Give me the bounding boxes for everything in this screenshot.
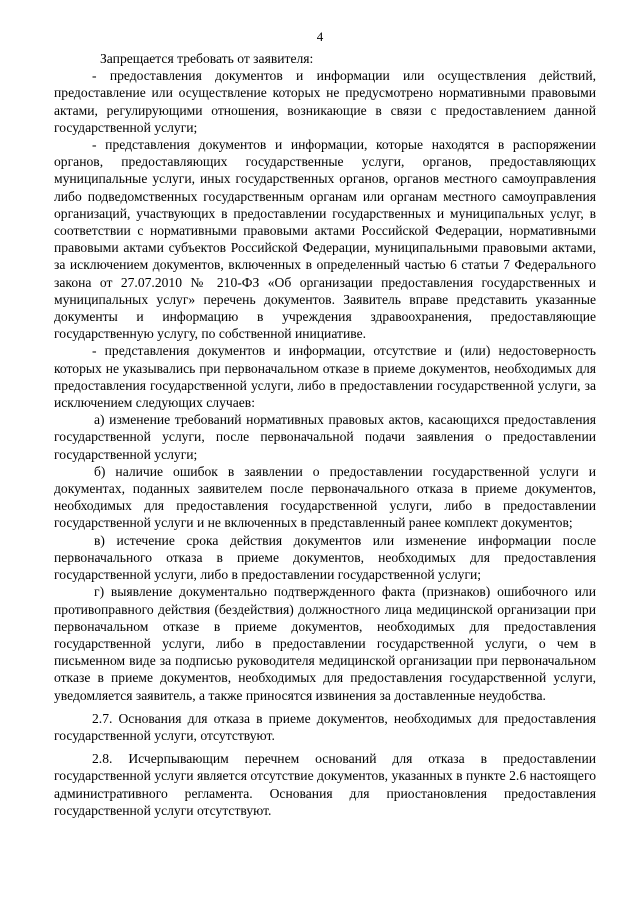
document-body: [54, 50, 596, 819]
paragraph-section-2-7: 2.7. Основания для отказа в приеме документов, необходимых для предоставления государственной услуги, отсутствуют.: [54, 710, 596, 743]
paragraph-case-b: б) наличие ошибок в заявлении о предоставлении государственной услуги и документах, поданных заявителем после первоначального отказа в приеме документов, необходимых для предоставления государственной услуги, либо в предоставлении государственной услуги и не включенных в представленный ранее комплект документов;: [54, 463, 596, 531]
paragraph-case-v: в) истечение срока действия документов или изменение информации после первоначального отказа в приеме документов, необходимых для предоставления государственной услуги, либо в предоставлении государственной услуги;: [54, 532, 596, 583]
page-number: 4: [316, 29, 324, 44]
paragraph-item-actions: - предоставления документов и информации или осуществления действий, предоставление или осуществление которых не предусмотрено нормативными правовыми актами, регулирующими отношения, возникающие в связи с предоставлением данной государственной услуги;: [54, 68, 596, 135]
paragraph-case-g: г) выявление документально подтвержденного факта (признаков) ошибочного или противоправного действия (бездействия) должностного лица медицинской организации при первоначальном отказе в приеме документов, необходимых для предоставления государственной услуги, либо в предоставлении государственной услуги, о чем в письменном виде за подписью руководителя медицинской организации при первоначальном отказе в приеме документов, необходимых для предоставления государственной услуги, уведомляется заявитель, а также приносятся извинения за доставленные неудобства.: [54, 584, 596, 703]
paragraph-prohibition-intro: Запрещается требовать от заявителя:: [100, 51, 314, 66]
paragraph-section-2-8: 2.8. Исчерпывающим перечнем оснований для отказа в предоставлении государственной услуги является отсутствие документов, указанных в пункте 2.6 настоящего административного регламента. Основания для приостановления предоставления государственной услуги отсутствуют.: [54, 751, 596, 818]
paragraph-item-unreliable: - представления документов и информации, отсутствие и (или) недостоверность которых не указывались при первоначальном отказе в приеме документов, необходимых для предоставления государственной услуги, либо в предоставлении государственной услуги, за исключением следующих случаев:: [54, 343, 596, 411]
paragraph-case-a: а) изменение требований нормативных правовых актов, касающихся предоставления государственной услуги, после первоначальной подачи заявления о предоставлении государственной услуги;: [54, 412, 596, 462]
paragraph-item-documents: - представления документов и информации, которые находятся в распоряжении органов, предоставляющих государственные услуги, органов, предоставляющих муниципальные услуги, иных государственных органов, органов местного самоуправления либо подведомственных государственным органам или органам местного самоуправления организаций, участвующих в предоставлении государственных и муниципальных услуг, в соответствии с нормативными правовыми актами Российской Федерации, нормативными правовыми актами субъектов Российской Федерации, муниципальными правовыми актами, за исключением документов, включенных в определенный частью 6 статьи 7 Федерального закона от 27.07.2010 № 210-ФЗ «Об организации предоставления государственных и муниципальных услуг» перечень документов. Заявитель вправе представить указанные документы и информацию в учреждения здравоохранения, предоставляющие государственную услугу, по собственной инициативе.: [54, 137, 596, 342]
